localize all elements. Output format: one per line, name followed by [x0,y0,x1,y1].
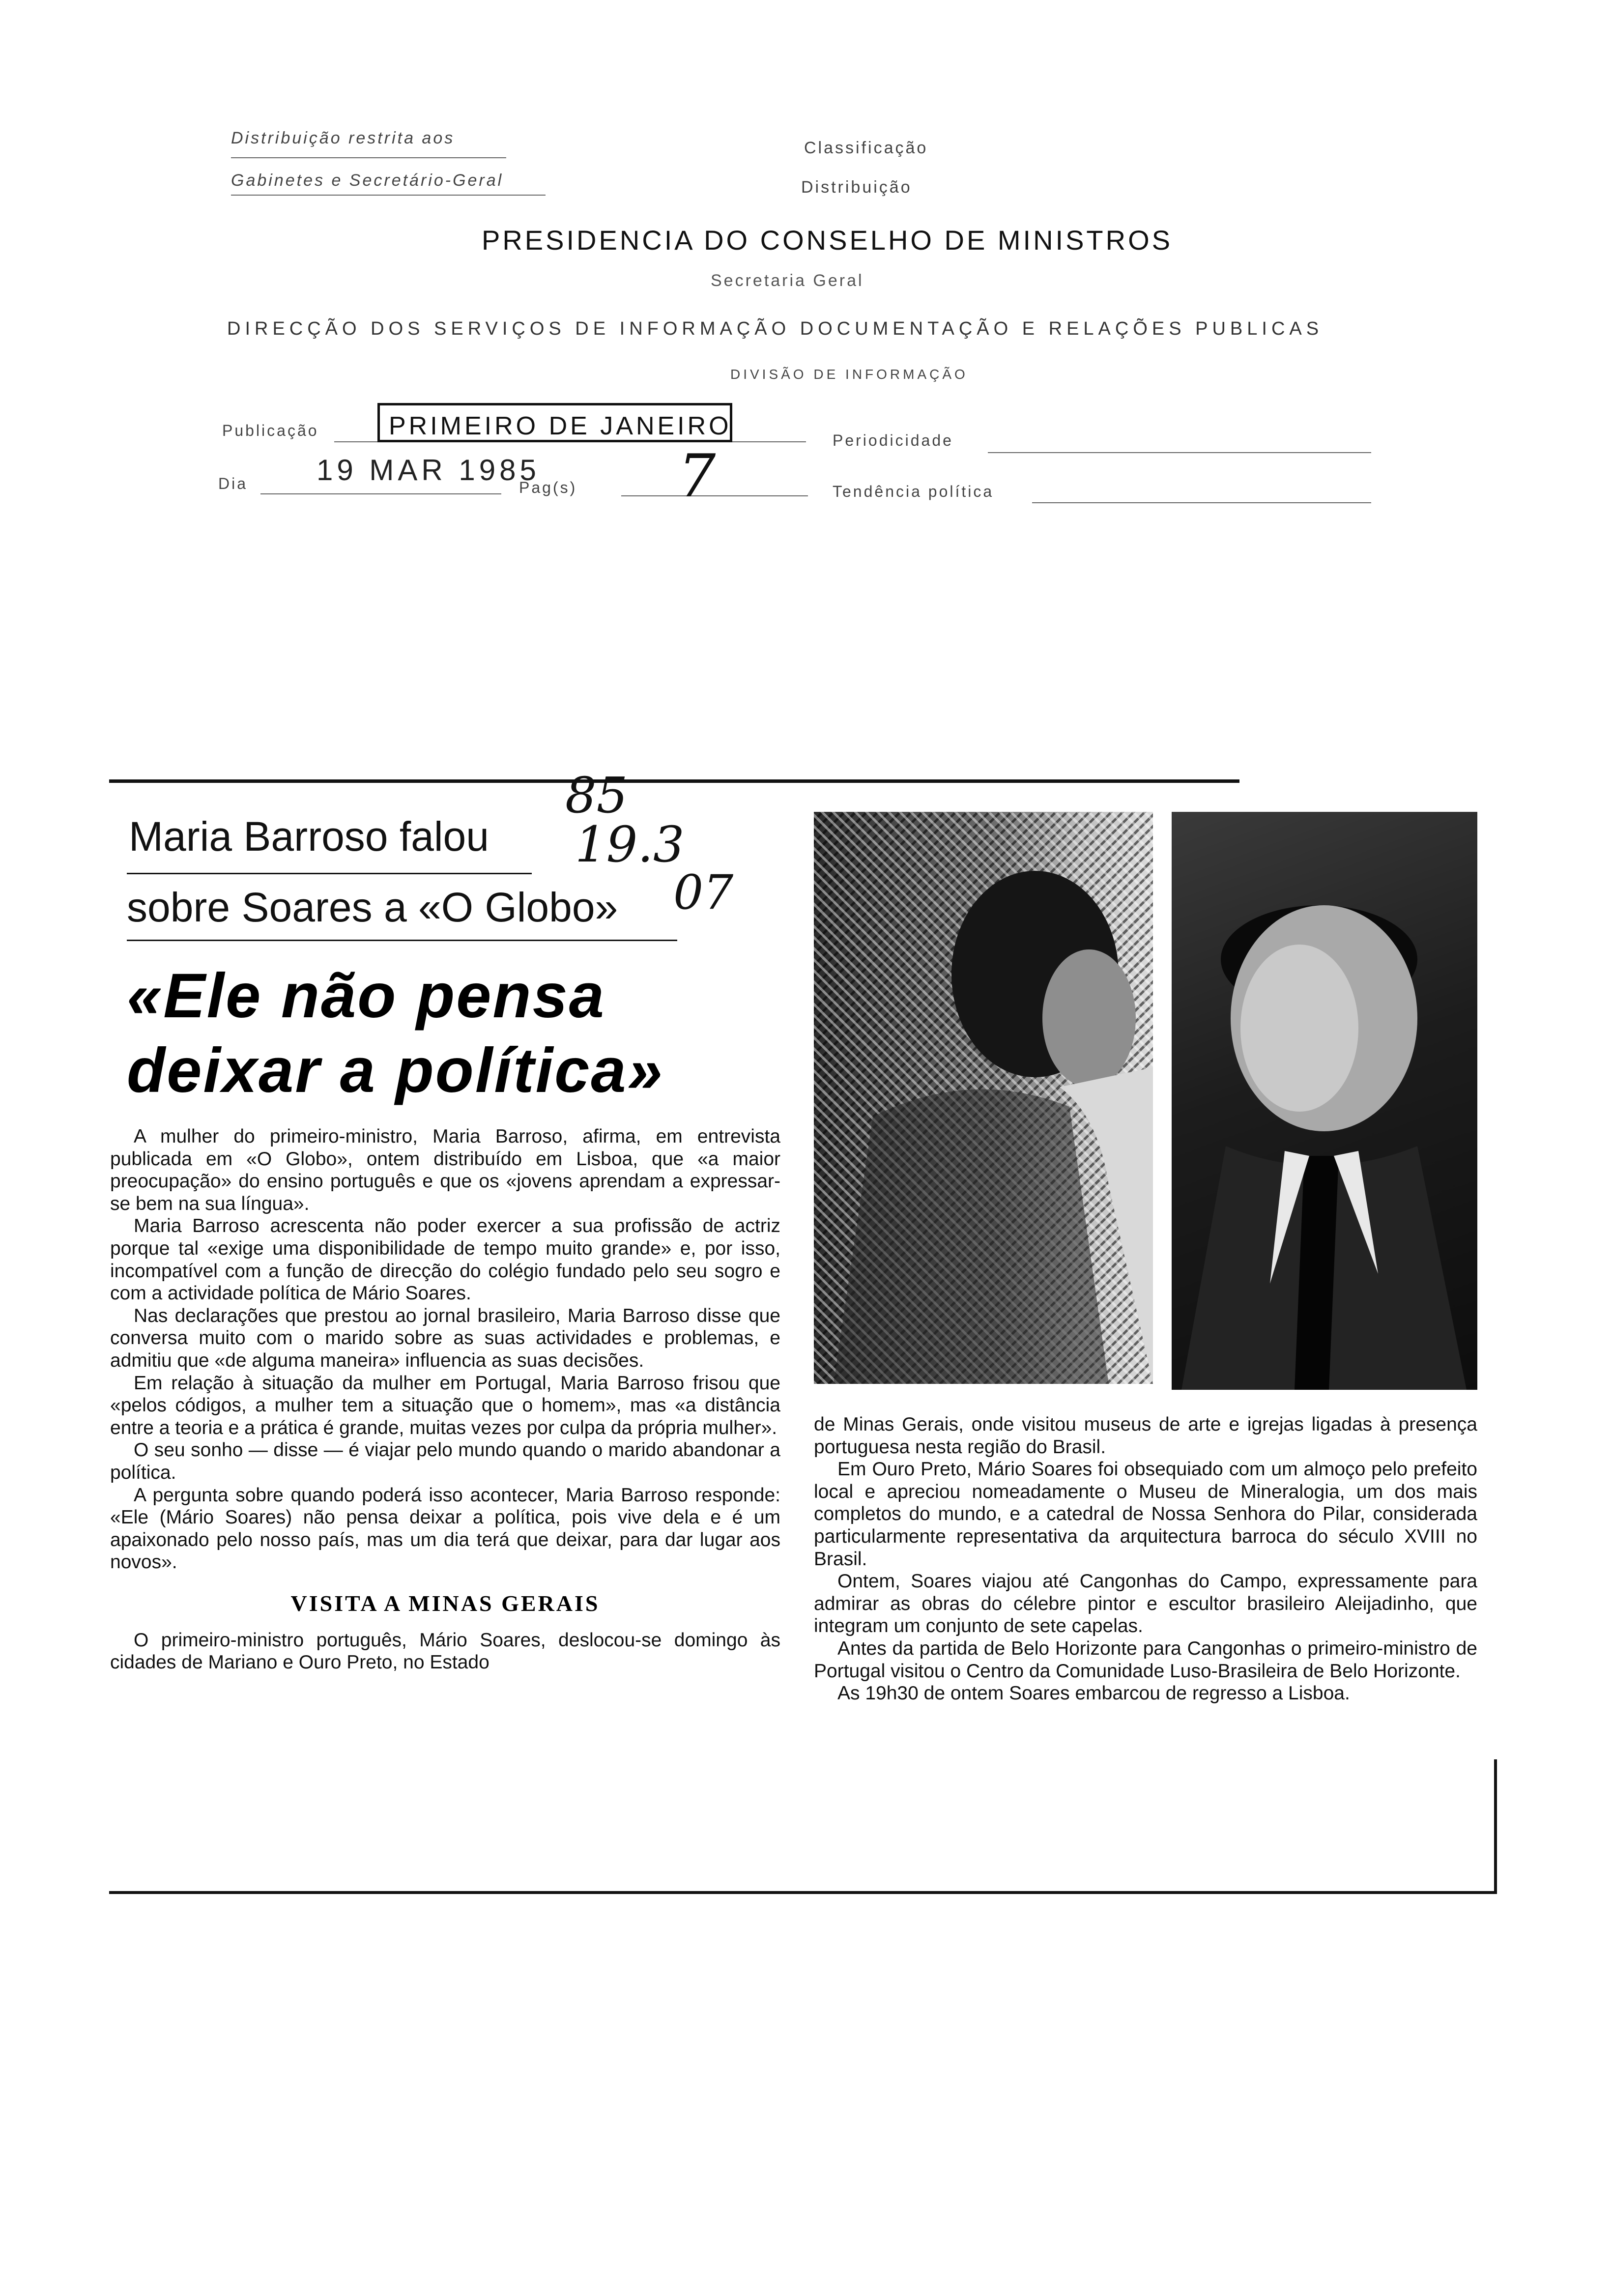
handwritten-annotation-2: 19.3 [575,816,685,873]
article-paragraph: Em relação à situação da mulher em Portugal, Maria Barroso frisou que «pelos códigos, a mulher tem a situação que o homem», mas «a distância entre a teoria e a prática é grande, muitas vezes por culpa da própria mulher». [110,1372,780,1438]
day-line [260,493,501,494]
distribution-underline-2 [231,195,546,196]
distribution-underline-1 [231,157,506,158]
article-paragraph: Maria Barroso acrescenta não poder exercer a sua profissão de actriz porque tal «exige uma disponibilidade de tempo muito grande» e, por isso, incompatível com a função de direcção do colégio fundado pelo seu sogro e com a actividade política de Mário Soares. [110,1215,780,1304]
handwritten-annotation-1: 85 [565,767,628,824]
headline-line-1: «Ele não pensa [127,961,605,1031]
periodicity-label: Periodicidade [833,431,953,449]
article-paragraph: A pergunta sobre quando poderá isso acontecer, Maria Barroso responde: «Ele (Mário Soares) não pensa deixar a política, pois vive dela e é um apaixonado pelo nosso país, mas um dia terá que deixar, para dar lugar aos novos». [110,1484,780,1573]
day-stamp: 19 MAR 1985 [317,454,540,487]
article-right-column [814,1413,1477,1705]
division-line: DIVISÃO DE INFORMAÇÃO [730,367,968,382]
bottom-rule [109,1891,1497,1894]
handwritten-annotation-3: 07 [673,865,734,920]
distribution-line-2: Gabinetes e Secretário-Geral [231,171,504,190]
article-paragraph: O seu sonho — disse — é viajar pelo mundo quando o marido abandonar a política. [110,1439,780,1483]
photo-maria-barroso [814,812,1153,1384]
photo-maria-barroso-drawing [814,812,1153,1384]
publication-line-left [334,441,378,442]
top-rule [109,779,1239,783]
distribution-label: Distribuição [801,178,912,197]
day-label: Dia [218,475,248,492]
article-paragraph: Ontem, Soares viajou até Cangonhas do Campo, expressamente para admirar as obras do célebre pintor e escultor brasileiro Aleijadinho, que integram um conjunto de sete capelas. [814,1571,1477,1637]
kicker-line-1: Maria Barroso falou [129,813,489,860]
article-paragraph: de Minas Gerais, onde visitou museus de arte e igrejas ligadas à presença portuguesa nesta região do Brasil. [814,1414,1477,1458]
article-left-column [110,1125,780,1674]
page-subtitle: Secretaria Geral [711,271,864,290]
photo-mario-soares [1172,812,1477,1390]
pages-label: Pag(s) [519,479,577,496]
headline-line-2: deixar a política» [127,1035,664,1106]
right-border-rule [1494,1759,1497,1893]
directorate-line: DIRECÇÃO DOS SERVIÇOS DE INFORMAÇÃO DOCUMENTAÇÃO E RELAÇÕES PUBLICAS [227,318,1324,339]
publication-line-right [732,441,806,442]
article-paragraph: O primeiro-ministro português, Mário Soares, deslocou-se domingo às cidades de Mariano e Ouro Preto, no Estado [110,1629,780,1673]
pages-handwritten: 7 [678,442,716,511]
article-paragraph: Antes da partida de Belo Horizonte para Cangonhas o primeiro-ministro de Portugal visitou o Centro da Comunidade Luso-Brasileira de Belo Horizonte. [814,1637,1477,1682]
publication-stamp: PRIMEIRO DE JANEIRO [377,403,732,442]
article-paragraph: Em Ouro Preto, Mário Soares foi obsequiado com um almoço pelo prefeito local e apreciou nomeadamente o Museu de Mineralogia, um dos mais completos do mundo, e a catedral de Nossa Senhora do Pilar, considerada particularmente representativa da arquitectura barroca do século XVIII no Brasil. [814,1459,1477,1570]
kicker-line-2: sobre Soares a «O Globo» [127,884,618,930]
section-subhead: VISITA A MINAS GERAIS [290,1590,600,1616]
page-title: PRESIDENCIA DO CONSELHO DE MINISTROS [482,225,1173,256]
tendency-line [1032,502,1371,503]
tendency-label: Tendência política [833,483,994,500]
periodicity-line [988,452,1371,453]
photo-mario-soares-drawing [1172,812,1477,1390]
publication-label: Publicação [222,422,319,439]
article-paragraph: Nas declarações que prestou ao jornal brasileiro, Maria Barroso disse que conversa muito com o marido sobre as suas actividades e problemas, e admitiu que «de alguma maneira» influencia as suas decisões. [110,1305,780,1371]
article-paragraph: As 19h30 de ontem Soares embarcou de regresso a Lisboa. [837,1683,1350,1704]
distribution-line-1: Distribuição restrita aos [231,129,455,147]
classification-label: Classificação [804,139,928,157]
article-paragraph: A mulher do primeiro-ministro, Maria Barroso, afirma, em entrevista publicada em «O Globo», ontem distribuído em Lisboa, que «a maior preocupação» do ensino português e que os «jovens aprendam a expressar-se bem na sua língua». [110,1126,780,1214]
kicker-rule-2 [127,940,677,941]
kicker-rule [127,873,532,874]
